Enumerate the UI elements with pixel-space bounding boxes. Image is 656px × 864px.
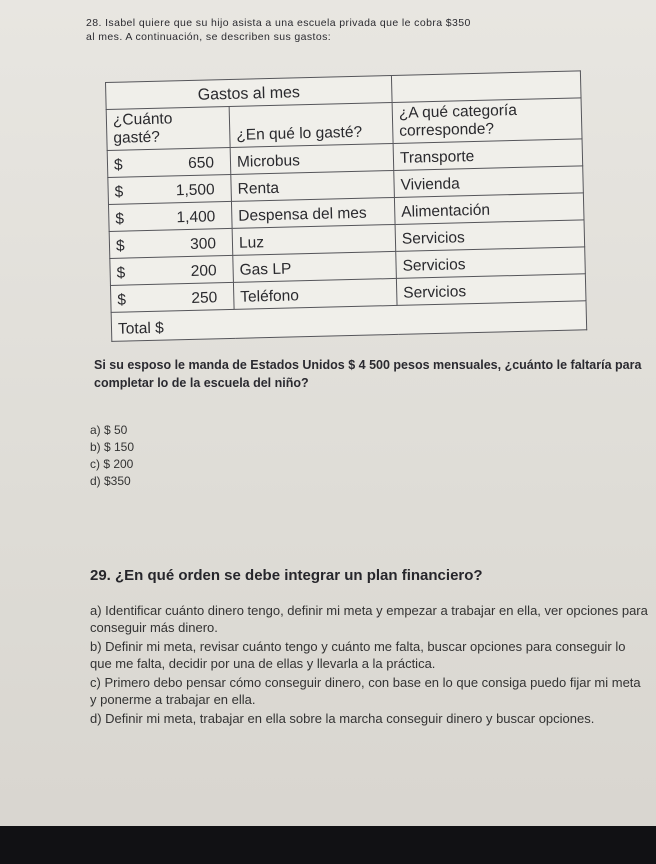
option-d[interactable]: d) $350 [90,474,131,488]
amount-value: 200 [190,262,217,280]
amount-cell [110,282,234,312]
header-category: ¿A qué categoría corresponde? [392,98,582,144]
amount-value: 250 [191,289,218,307]
amount-value: 300 [189,235,217,253]
option-d[interactable]: d) Definir mi meta, trabajar en ella sobre la marcha conseguir dinero y buscar opciones. [90,711,595,726]
question-28-intro [86,16,646,44]
item-cell: Despensa del mes [231,197,395,228]
amount-cell [107,147,231,177]
currency-sign: $ [116,264,126,282]
amount-cell [110,255,234,285]
question-29-options [90,602,650,729]
amount-cell [109,228,233,258]
item-cell: Microbus [230,143,394,174]
item-cell: Renta [231,170,395,201]
header-amount: ¿Cuánto gasté? [106,106,230,150]
total-cell: Total $ [111,301,587,342]
option-a[interactable]: a) $ 50 [90,423,128,437]
amount-cell [108,201,232,231]
category-cell: Servicios [396,274,586,306]
currency-sign: $ [117,291,127,309]
currency-sign: $ [113,156,123,174]
dark-bottom-edge [0,826,656,864]
option-b[interactable]: b) Definir mi meta, revisar cuánto tengo y cuánto me falta, buscar opciones para conseguir lo que me falta, decidir por una de ellas y llevarla a la práctica. [90,639,626,671]
currency-sign: $ [114,183,124,201]
amount-value: 650 [187,154,215,172]
amount-value: 1,500 [175,181,215,200]
option-c[interactable]: c) $ 200 [90,457,134,471]
category-cell: Servicios [396,247,586,279]
question-29-title: 29. ¿En qué orden se debe integrar un plan financiero? [90,567,483,584]
option-b[interactable]: b) $ 150 [90,440,135,454]
category-cell: Transporte [393,139,583,171]
header-item: ¿En qué lo gasté? [229,102,393,147]
question-28-text: Si su esposo le manda de Estados Unidos $ 4 500 pesos mensuales, ¿cuánto le faltaría para completar lo de la escuela del niño? [94,358,642,390]
question-28-options [90,422,134,490]
question-28-intro-line-2: al mes. A continuación, se describen sus gastos: [86,31,332,43]
item-cell: Teléfono [233,278,397,309]
question-28-intro-line-1: 28. Isabel quiere que su hijo asista a una escuela privada que le cobra $350 [86,17,471,29]
category-cell: Servicios [395,220,585,252]
category-cell: Alimentación [394,193,584,225]
currency-sign: $ [115,237,125,255]
category-cell: Vivienda [394,166,584,198]
option-a[interactable]: a) Identificar cuánto dinero tengo, definir mi meta y empezar a trabajar en ella, ver opciones para conseguir más dinero. [90,603,648,635]
table-title-left: Gastos al mes [106,76,393,110]
item-cell: Luz [232,224,396,255]
currency-sign: $ [115,210,125,228]
amount-cell [108,174,232,204]
option-c[interactable]: c) Primero debo pensar cómo conseguir dinero, con base en lo que consiga puedo fijar mi meta y ponerme a trabajar en ella. [90,675,641,707]
item-cell: Gas LP [233,251,397,282]
expenses-table [105,70,587,342]
amount-value: 1,400 [176,208,216,227]
